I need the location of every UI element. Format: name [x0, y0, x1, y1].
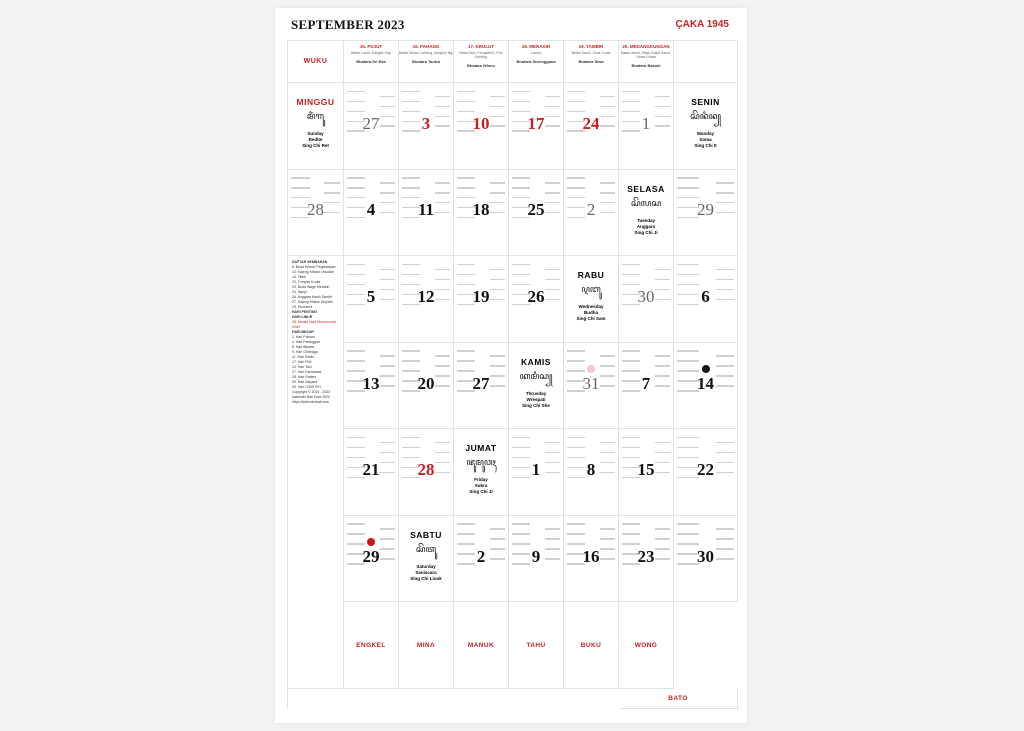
day-chinese: Sing Chi She [522, 402, 550, 408]
day-cell[interactable] [344, 516, 399, 603]
day-english: Thrusday [525, 390, 547, 396]
wuku-bhatara: Bhatara Wisnu [467, 63, 495, 68]
notes-item: 17. Hari PMI [292, 360, 312, 365]
day-script: ꦏꦩꦶꦱ꧀ [519, 370, 553, 381]
day-number: 17 [527, 113, 545, 133]
day-cell[interactable] [674, 516, 738, 603]
day-number: 3 [421, 113, 431, 133]
day-number: 30 [697, 546, 714, 566]
day-name: SABTU [410, 529, 442, 540]
notes-item: 11. Hari Radio [292, 355, 315, 360]
day-script: ꦩꦶꦁꦒꦸ [306, 111, 325, 121]
wuku-name: 18. MERAKIH [521, 44, 551, 49]
day-number: 30 [637, 286, 655, 306]
info-panel [288, 256, 344, 689]
info-item: 29. Purnama [292, 305, 313, 310]
day-javanese: Soma [699, 137, 712, 142]
day-cell[interactable] [674, 170, 738, 257]
day-name-cell [509, 343, 564, 430]
day-number: 21 [362, 460, 380, 480]
day-number: 8 [586, 460, 596, 480]
day-name: KAMIS [521, 356, 551, 367]
day-number: 22 [697, 460, 714, 480]
notes-item: 28. Hari Rabies [292, 375, 317, 380]
wuku-name: 15. PUJUT [359, 44, 383, 49]
day-number: 24 [582, 113, 600, 133]
day-cell[interactable] [454, 170, 509, 257]
wuku-name: 20. MEDANGKUNGAN [622, 44, 670, 49]
new-moon-icon [702, 365, 710, 373]
day-number: 14 [697, 373, 714, 393]
day-number: 31 [582, 373, 600, 393]
pawukon-label: BUKU [580, 641, 602, 649]
wuku-label: WUKU [303, 58, 328, 65]
day-cell[interactable] [619, 83, 674, 170]
day-number: 28 [417, 460, 435, 480]
header-spacer [674, 41, 738, 83]
notes-item: 27. Hari Pariwisata [292, 370, 322, 375]
calendar-sheet [275, 8, 747, 723]
holiday-item: 28. Maulid Nabi Muhammad SAW [292, 320, 336, 330]
day-name: SENIN [691, 97, 720, 107]
moon-phase-icon [587, 365, 595, 373]
info-item: 14. Tilem [292, 275, 307, 280]
pawukon-footer-cell [619, 602, 674, 689]
pawukon-footer-cell [454, 602, 509, 689]
day-number: 12 [417, 286, 435, 306]
wuku-bhatara: Bhatara Siwa [578, 59, 604, 64]
day-cell[interactable] [619, 429, 674, 516]
notes-item: 30. Hari G30S PKI [292, 385, 321, 390]
day-cell[interactable] [344, 83, 399, 170]
day-number: 23 [637, 546, 655, 566]
day-chinese: Sing Chi Ret [302, 143, 329, 148]
pawukon-footer-cell [619, 689, 738, 709]
calendar-grid [287, 40, 738, 709]
day-cell[interactable] [399, 343, 454, 430]
wuku-column-header [564, 41, 619, 83]
day-number: 20 [417, 373, 435, 393]
info-item: 26. Anggara Kasih Tambir [292, 295, 333, 300]
wuku-column-header [509, 41, 564, 83]
notes-item: 8. Hari Aksara [292, 345, 314, 350]
pawukon-label: MANUK [467, 641, 495, 649]
day-cell[interactable] [674, 343, 738, 430]
day-name-cell [564, 256, 619, 343]
wuku-column-header [454, 41, 509, 83]
day-english: Monday [696, 131, 714, 136]
day-name: RABU [577, 270, 605, 281]
pawukon-footer-cell [344, 602, 399, 689]
info-title: DAFTAR SEMBAHAN [292, 260, 328, 265]
day-number: 29 [697, 200, 714, 220]
pawukon-label: WONG [634, 641, 658, 649]
wuku-column-header [619, 41, 674, 83]
day-chinese: Sing Chi It [694, 143, 717, 148]
day-number: 28 [307, 200, 324, 220]
day-cell[interactable] [509, 83, 564, 170]
day-name: JUMAT [465, 443, 497, 454]
wuku-sub: Batari Astuti, Waja, Astuti Kanci, Nirwa Limpa [621, 51, 671, 59]
day-chinese: Sing Chi Ji [469, 489, 493, 495]
info-item: 12. Kajeng Kliwon Uwudan [292, 270, 334, 275]
day-number: 16 [582, 546, 600, 566]
wuku-bhatara: Bhatara Basuki [631, 63, 661, 68]
day-cell[interactable] [564, 429, 619, 516]
day-chinese: Sing Chi Sam [576, 316, 606, 322]
day-script: ꦱꦼꦭꦱ [630, 197, 662, 208]
day-script: ꦉꦧꦸ [581, 284, 601, 295]
saka-year: ÇAKA 1945 [675, 19, 729, 30]
wuku-bhatara: Bhatara Sri Eka [356, 59, 386, 64]
day-script: ꦗꦸꦩꦸꦮꦃ [466, 457, 496, 468]
day-cell[interactable] [344, 170, 399, 257]
wuku-bhatara: Bhatara Tantra [412, 59, 440, 64]
day-cell[interactable] [509, 429, 564, 516]
wuku-sub: Betari Nilo, Pengaterin, Puri Kenting [459, 51, 503, 59]
day-number: 1 [641, 113, 651, 133]
notes-head: HARI BESAR [292, 330, 314, 335]
pawukon-footer-cell [509, 602, 564, 689]
wuku-name: 17. KRULUT [467, 44, 494, 49]
day-number: 4 [366, 200, 376, 220]
day-javanese: Wrespati [526, 396, 546, 402]
day-name: MINGGU [296, 97, 335, 107]
day-number: 2 [586, 200, 596, 220]
day-cell[interactable] [509, 516, 564, 603]
info-item: 23. Buda Wage Merakih [292, 285, 330, 290]
wuku-column-header [399, 41, 454, 83]
day-javanese: Budha [584, 310, 598, 316]
day-name-cell [454, 429, 509, 516]
info-subtitle: HARI PENTING [292, 310, 318, 315]
info-item: 8. Buda Kliwon Pegatwakan [292, 265, 336, 270]
wuku-sub: Lampu [530, 51, 542, 55]
pawukon-footer-cell [564, 602, 619, 689]
day-cell[interactable] [564, 170, 619, 257]
day-cell[interactable] [344, 256, 399, 343]
day-number: 18 [472, 200, 490, 220]
day-name-cell [674, 83, 738, 170]
info-item: 27. Kajeng Kliwon Enyitan [292, 300, 333, 305]
info-item: 24. Nyepi [292, 290, 307, 295]
day-cell[interactable] [344, 343, 399, 430]
day-number: 6 [701, 286, 710, 306]
page-title: SEPTEMBER 2023 [291, 17, 405, 32]
notes-item: 9. Hari Olahraga [292, 350, 318, 355]
day-name-cell [288, 83, 344, 170]
day-cell[interactable] [454, 343, 509, 430]
info-footer: Copyright © 2015 - 2023 Kalender Bali Kuta 2022 https://kalenderbali.com [292, 390, 331, 405]
day-number: 13 [362, 373, 380, 393]
day-name-cell [399, 516, 454, 603]
wuku-name: 19. TAMBIR [578, 44, 604, 49]
pawukon-label: BATO [668, 694, 688, 702]
day-script: ꦱꦼꦤꦶꦤ꧀ [689, 111, 722, 121]
day-javanese: Saniscara [415, 569, 437, 575]
day-cell[interactable] [399, 170, 454, 257]
day-cell[interactable] [344, 429, 399, 516]
day-cell[interactable] [619, 343, 674, 430]
day-javanese: Sukra [474, 483, 488, 489]
notes-item: 29. Hari Sarjana [292, 380, 318, 385]
notes-item: 4. Hari Pelanggan [292, 340, 321, 345]
day-name-cell [619, 170, 674, 257]
day-english: Sunday [307, 131, 324, 136]
notes-item: 1. Hari Polwan [292, 335, 315, 340]
day-number: 1 [531, 460, 541, 480]
day-number: 19 [472, 286, 490, 306]
day-number: 25 [527, 200, 545, 220]
day-cell[interactable] [564, 343, 619, 430]
day-chinese: Sing Chi Liook [410, 575, 442, 581]
wuku-label-cell [288, 41, 344, 83]
day-number: 27 [362, 113, 380, 133]
day-english: Saturday [416, 563, 436, 569]
pawukon-footer-cell [399, 602, 454, 689]
day-number: 5 [366, 286, 376, 306]
day-chinese: Sing Chi Ji [634, 229, 658, 235]
day-number: 9 [531, 546, 541, 566]
wuku-sub: Betari Melati, Lebang, Kangkin Ngi [399, 51, 453, 55]
info-item: 20. Tumpek Krulut [292, 280, 321, 285]
wuku-name: 16. PAHANG [412, 44, 440, 49]
day-number: 11 [417, 200, 435, 220]
day-english: Friday [474, 477, 488, 483]
day-number: 15 [637, 460, 655, 480]
day-script: ꦱꦼꦠꦸ [415, 543, 437, 554]
day-number: 27 [472, 373, 490, 393]
day-cell[interactable] [399, 256, 454, 343]
day-cell[interactable] [564, 83, 619, 170]
day-english: Tuesday [637, 217, 655, 223]
day-cell[interactable] [674, 256, 738, 343]
day-cell[interactable] [674, 429, 738, 516]
day-number: 7 [641, 373, 651, 393]
day-number: 2 [476, 546, 486, 566]
day-cell[interactable] [509, 256, 564, 343]
day-javanese: Anggara [636, 223, 656, 229]
day-english: Wednesday [578, 304, 604, 310]
day-cell[interactable] [454, 256, 509, 343]
holiday-head: HARI LIBUR [292, 315, 313, 320]
day-cell[interactable] [288, 170, 344, 257]
day-number: 29 [362, 546, 380, 566]
pawukon-label: MINA [416, 641, 436, 649]
wuku-column-header [344, 41, 399, 83]
notes-item: 24. Hari Tani [292, 365, 312, 370]
day-number: 10 [472, 113, 490, 133]
day-cell[interactable] [454, 516, 509, 603]
day-cell[interactable] [454, 83, 509, 170]
day-javanese: Redite [308, 137, 323, 142]
day-cell[interactable] [399, 83, 454, 170]
wuku-sub: Betari Kasih, Suok, Kuak [571, 51, 611, 55]
wuku-bhatara: Bhatara Surenggana [516, 59, 556, 64]
day-cell[interactable] [619, 516, 674, 603]
day-cell[interactable] [564, 516, 619, 603]
wuku-sub: Betari Lobih, Kangkir Sap [351, 51, 391, 55]
day-cell[interactable] [509, 170, 564, 257]
pawukon-label: ENGKEL [356, 641, 386, 649]
pawukon-label: TAHU [526, 641, 546, 649]
day-name: SELASA [627, 183, 665, 194]
day-cell[interactable] [619, 256, 674, 343]
day-number: 26 [527, 286, 545, 306]
day-cell[interactable] [399, 429, 454, 516]
